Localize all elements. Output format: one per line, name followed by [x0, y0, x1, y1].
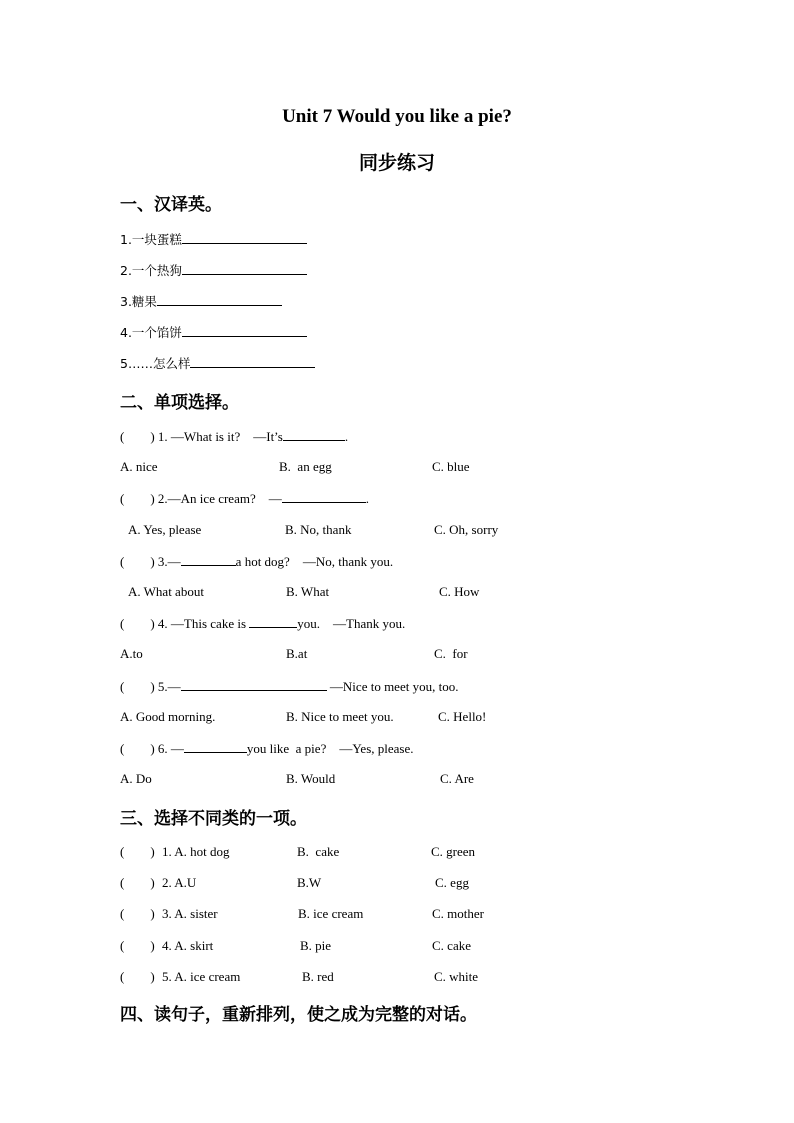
option-c: C. Are: [440, 771, 474, 786]
option-c: C. white: [434, 969, 479, 984]
answer-blank[interactable]: [182, 324, 307, 337]
answer-paren[interactable]: ( ): [120, 875, 155, 890]
option-c: C. green: [431, 844, 476, 859]
answer-blank[interactable]: [181, 553, 236, 566]
option-a: A. Good morning.: [120, 709, 216, 724]
option-a: 5. A. ice cream: [162, 969, 241, 984]
option-c: C. cake: [432, 938, 471, 953]
option-c: C. Hello!: [438, 709, 487, 724]
option-a: A. nice: [120, 459, 158, 474]
question-line: ( ) 6. — you like a pie? —Yes, please.: [120, 741, 414, 756]
option-c: C. for: [434, 646, 468, 661]
question-line: ( ) 1. —What is it? —It’s .: [120, 429, 349, 444]
option-b: B. No, thank: [285, 522, 352, 537]
s1-item: 1.一块蛋糕: [120, 230, 307, 248]
answer-blank[interactable]: [282, 490, 366, 503]
section2-heading: 二、单项选择。: [120, 393, 239, 413]
option-b: B.at: [286, 646, 308, 661]
answer-blank[interactable]: [182, 231, 307, 244]
question-line: ( ) 2.—An ice cream? — .: [120, 491, 369, 506]
option-b: B.W: [297, 875, 322, 890]
s1-item: 2.一个热狗: [120, 261, 307, 279]
option-b: B. What: [286, 584, 330, 599]
option-a: 1. A. hot dog: [162, 844, 230, 859]
answer-blank[interactable]: [190, 355, 315, 368]
answer-blank[interactable]: [249, 615, 297, 628]
answer-blank[interactable]: [184, 740, 247, 753]
option-b: B. red: [302, 969, 334, 984]
answer-blank[interactable]: [157, 293, 282, 306]
page-title: Unit 7 Would you like a pie?: [282, 106, 512, 127]
answer-blank[interactable]: [283, 428, 345, 441]
question-line: ( ) 4. —This cake is you. —Thank you.: [120, 616, 406, 631]
option-a: A. Do: [120, 771, 152, 786]
option-c: C. egg: [435, 875, 469, 890]
answer-paren[interactable]: ( ): [120, 429, 155, 444]
option-b: B. an egg: [279, 459, 332, 474]
option-c: C. blue: [432, 459, 470, 474]
answer-paren[interactable]: ( ): [120, 741, 155, 756]
option-a: A. Yes, please: [128, 522, 202, 537]
section4-heading: 四、读句子，重新排列，使之成为完整的对话。: [120, 1005, 477, 1025]
option-a: 2. A.U: [162, 875, 197, 890]
s1-item: 3.糖果: [120, 292, 282, 310]
answer-paren[interactable]: ( ): [120, 616, 155, 631]
option-c: C. Oh, sorry: [434, 522, 499, 537]
section3-heading: 三、选择不同类的一项。: [120, 809, 307, 829]
question-line: ( ) 5.— —Nice to meet you, too.: [120, 679, 459, 694]
option-b: B. Nice to meet you.: [286, 709, 394, 724]
section1-heading: 一、汉译英。: [120, 195, 222, 215]
option-a: 4. A. skirt: [162, 938, 214, 953]
option-a: 3. A. sister: [162, 906, 218, 921]
answer-paren[interactable]: ( ): [120, 969, 155, 984]
answer-blank[interactable]: [181, 678, 327, 691]
option-b: B. Would: [286, 771, 336, 786]
option-a: A.to: [120, 646, 143, 661]
answer-paren[interactable]: ( ): [120, 906, 155, 921]
answer-paren[interactable]: ( ): [120, 491, 155, 506]
s1-item: 5……怎么样: [120, 354, 315, 372]
option-b: B. pie: [300, 938, 332, 953]
option-c: C. mother: [432, 906, 484, 921]
option-b: B. cake: [297, 844, 340, 859]
answer-paren[interactable]: ( ): [120, 679, 155, 694]
answer-paren[interactable]: ( ): [120, 938, 155, 953]
option-a: A. What about: [128, 584, 204, 599]
answer-paren[interactable]: ( ): [120, 554, 155, 569]
s1-item: 4.一个馅饼: [120, 323, 307, 341]
answer-blank[interactable]: [182, 262, 307, 275]
option-c: C. How: [439, 584, 480, 599]
page-subtitle: 同步练习: [358, 152, 435, 174]
answer-paren[interactable]: ( ): [120, 844, 155, 859]
option-b: B. ice cream: [298, 906, 364, 921]
question-line: ( ) 3.— a hot dog? —No, thank you.: [120, 554, 394, 569]
